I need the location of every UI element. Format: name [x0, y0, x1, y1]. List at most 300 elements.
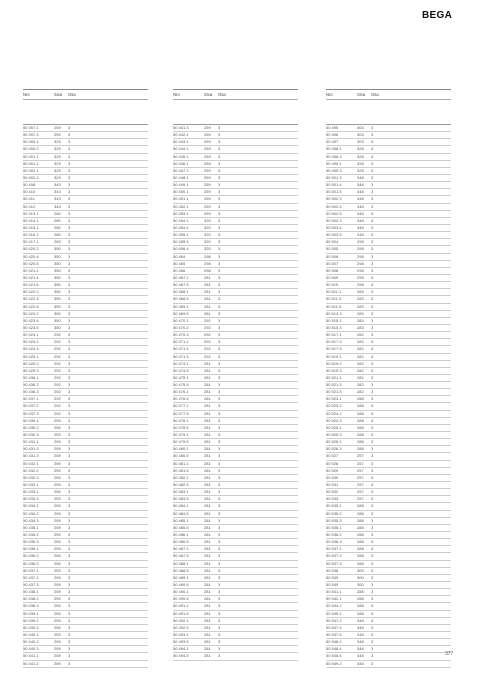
cell-nro: 50 417.1	[23, 239, 39, 245]
cell-osa: 3	[371, 189, 374, 195]
cell-nro: 50 527	[326, 453, 339, 459]
cell-nro: 50 452.1	[173, 203, 189, 209]
cell-osa: 3	[218, 210, 221, 216]
cell-osa: 3	[371, 403, 374, 409]
cell-siva: 281	[204, 624, 211, 630]
table-row	[23, 254, 148, 261]
cell-siva: 259	[54, 546, 61, 552]
table-row	[23, 653, 148, 660]
table-row	[173, 618, 298, 625]
cell-nro: 50 510	[326, 282, 339, 288]
cell-nro: 50 437.3	[23, 582, 39, 587]
table-row	[23, 496, 148, 503]
table-row	[173, 154, 298, 161]
cell-osa: 3	[371, 253, 374, 259]
table-row	[23, 553, 148, 560]
cell-osa: 3	[218, 153, 221, 159]
cell-nro: 50 517.3	[326, 339, 342, 345]
table-row	[23, 225, 148, 232]
cell-osa: 3	[371, 489, 374, 495]
cell-nro: 50 530	[326, 474, 339, 480]
cell-siva: 320	[204, 224, 211, 230]
table-row	[326, 232, 451, 239]
cell-siva: 328	[357, 160, 364, 166]
cell-siva: 329	[54, 167, 61, 173]
cell-osa: 3	[371, 574, 374, 580]
table-column-3	[326, 89, 454, 668]
row-list	[326, 124, 454, 668]
cell-siva: 348	[357, 639, 364, 645]
cell-osa: 3	[68, 374, 71, 380]
cell-siva: 348	[357, 224, 364, 230]
cell-nro: 50 519.2	[326, 360, 342, 366]
table-row	[326, 518, 451, 525]
cell-osa: 3	[371, 432, 374, 438]
cell-osa: 3	[218, 524, 221, 530]
cell-nro: 50 501.4	[326, 182, 342, 188]
cell-nro: 50 493.5	[173, 639, 189, 645]
cell-osa: 3	[218, 567, 221, 573]
cell-siva: 282	[357, 332, 364, 338]
cell-osa: 3	[68, 267, 71, 273]
cell-nro: 50 453.1	[173, 210, 189, 216]
cell-osa: 3	[68, 603, 71, 609]
cell-nro: 50 474.5	[173, 367, 189, 373]
cell-siva: 292	[204, 346, 211, 352]
cell-osa: 3	[218, 196, 221, 202]
cell-nro: 50 435.2	[23, 532, 39, 538]
cell-osa: 3	[371, 503, 374, 509]
cell-nro: 50 420.4	[23, 253, 39, 259]
cell-nro: 50 434.2	[23, 510, 39, 516]
table-row	[173, 211, 298, 218]
cell-siva: 329	[54, 139, 61, 145]
cell-nro: 50 492.1	[173, 617, 189, 623]
cell-siva: 292	[54, 396, 61, 402]
cell-siva: 259	[54, 653, 61, 659]
cell-nro: 50 449.1	[173, 182, 189, 188]
table-row	[23, 189, 148, 196]
cell-nro: 50 548.2	[326, 639, 342, 645]
cell-nro: 50 437.1	[23, 396, 39, 402]
cell-nro: 50 423.4	[23, 317, 39, 323]
cell-siva: 281	[204, 374, 211, 380]
cell-nro: 50 535.1	[326, 503, 342, 509]
cell-osa: 3	[371, 289, 374, 295]
cell-osa: 3	[68, 453, 71, 459]
table-row	[23, 439, 148, 446]
cell-nro: 50 436.2	[23, 553, 39, 559]
cell-nro: 50 479.5	[173, 439, 189, 445]
cell-nro: 50 468.5	[173, 296, 189, 302]
table-row	[23, 332, 148, 339]
cell-nro: 50 437.2	[23, 403, 39, 409]
cell-osa: 3	[371, 339, 374, 345]
cell-osa: 3	[68, 239, 71, 245]
cell-osa: 3	[68, 153, 71, 159]
cell-osa: 3	[68, 417, 71, 423]
table-row	[173, 561, 298, 568]
cell-osa: 3	[68, 482, 71, 488]
header-osa: Osa	[218, 92, 226, 97]
cell-nro: 50 425.2	[23, 360, 39, 366]
table-row	[23, 525, 148, 532]
cell-siva: 280	[54, 232, 61, 238]
table-row	[173, 296, 298, 303]
table-row	[173, 439, 298, 446]
cell-nro: 50 483.5	[173, 496, 189, 502]
cell-siva: 282	[357, 382, 364, 388]
table-row	[23, 139, 148, 146]
cell-osa: 3	[218, 517, 221, 523]
cell-siva: 259	[54, 503, 61, 509]
cell-siva: 259	[54, 489, 61, 495]
cell-nro: 50 422.4	[23, 296, 39, 302]
cell-nro: 50 490.1	[173, 589, 189, 595]
cell-siva: 259	[54, 539, 61, 545]
table-row	[23, 596, 148, 603]
cell-nro: 50 416.1	[23, 232, 39, 238]
cell-nro: 50 401.2	[23, 160, 39, 166]
table-row	[173, 318, 298, 325]
cell-osa: 3	[218, 624, 221, 630]
cell-osa: 3	[68, 289, 71, 295]
cell-osa: 3	[371, 132, 374, 138]
cell-siva: 288	[357, 603, 364, 609]
cell-osa: 3	[218, 496, 221, 502]
cell-siva: 281	[204, 546, 211, 552]
cell-nro: 50 424.2	[23, 339, 39, 345]
cell-nro: 50 547.4	[326, 624, 342, 630]
cell-siva: 288	[357, 517, 364, 523]
table-row	[173, 582, 298, 589]
cell-nro: 50 511.3	[326, 296, 342, 302]
cell-osa: 3	[218, 467, 221, 473]
table-row	[326, 168, 451, 175]
table-row	[326, 182, 451, 189]
cell-nro: 50 498.1	[326, 146, 342, 152]
cell-osa: 3	[68, 582, 71, 587]
cell-nro: 50 481.5	[173, 467, 189, 473]
cell-nro: 50 487.5	[173, 553, 189, 559]
cell-nro: 50 437.3	[23, 410, 39, 416]
table-row	[23, 282, 148, 289]
cell-osa: 3	[371, 146, 374, 152]
cell-nro: 50 496	[326, 132, 339, 138]
cell-nro: 50 526.1	[326, 439, 342, 445]
cell-siva: 281	[204, 439, 211, 445]
cell-siva: 259	[54, 624, 61, 630]
cell-siva: 348	[357, 653, 364, 659]
table-row	[173, 246, 298, 253]
cell-osa: 3	[371, 631, 374, 637]
cell-osa: 3	[218, 439, 221, 445]
cell-osa: 3	[68, 639, 71, 645]
cell-siva: 281	[204, 610, 211, 616]
cell-osa: 3	[68, 567, 71, 573]
table-row	[173, 632, 298, 639]
cell-nro: 50 413.1	[23, 210, 39, 216]
cell-nro: 50 519.3	[326, 367, 342, 373]
cell-nro: 50 536.3	[326, 539, 342, 545]
cell-osa: 3	[218, 367, 221, 373]
cell-osa: 3	[218, 324, 221, 330]
cell-siva: 283	[357, 289, 364, 295]
cell-siva: 320	[204, 217, 211, 223]
table-row	[23, 261, 148, 268]
cell-siva: 259	[54, 474, 61, 480]
table-row	[173, 332, 298, 339]
cell-siva: 259	[54, 596, 61, 602]
cell-osa: 3	[371, 410, 374, 416]
table-row	[326, 546, 451, 553]
cell-siva: 282	[357, 353, 364, 359]
brand-logo: BEGA	[422, 10, 453, 21]
cell-osa: 3	[371, 639, 374, 645]
cell-siva: 257	[357, 453, 364, 459]
cell-nro: 50 525.1	[326, 424, 342, 430]
cell-siva: 350	[54, 296, 61, 302]
cell-siva: 288	[357, 439, 364, 445]
table-row	[326, 582, 451, 589]
cell-siva: 292	[204, 332, 211, 338]
cell-nro: 50 469.5	[173, 310, 189, 316]
cell-nro: 50 441.2	[23, 660, 39, 666]
table-row	[173, 275, 298, 282]
cell-nro: 50 504	[326, 239, 339, 245]
cell-siva: 288	[357, 553, 364, 559]
cell-siva: 292	[54, 374, 61, 380]
cell-osa: 3	[371, 196, 374, 202]
cell-osa: 3	[68, 596, 71, 602]
cell-osa: 3	[68, 224, 71, 230]
cell-osa: 3	[371, 610, 374, 616]
cell-siva: 281	[204, 446, 211, 452]
table-row	[326, 625, 451, 632]
cell-siva: 281	[204, 517, 211, 523]
cell-nro: 50 489.1	[173, 574, 189, 580]
table-row	[173, 354, 298, 361]
cell-siva: 281	[204, 460, 211, 466]
cell-osa: 3	[371, 524, 374, 530]
cell-osa: 3	[68, 232, 71, 238]
cell-nro: 50 511.1	[326, 289, 342, 295]
cell-osa: 3	[371, 617, 374, 623]
table-row	[173, 325, 298, 332]
cell-siva: 259	[54, 460, 61, 466]
cell-siva: 281	[204, 303, 211, 309]
cell-nro: 50 434.3	[23, 517, 39, 523]
header-siva: Siva	[357, 92, 366, 97]
table-row	[173, 196, 298, 203]
cell-osa: 3	[68, 160, 71, 166]
table-row	[326, 246, 451, 253]
table-row	[23, 311, 148, 318]
cell-osa: 3	[68, 546, 71, 552]
table-row	[173, 261, 298, 268]
cell-nro: 50 436.2	[23, 382, 39, 388]
cell-nro: 50 450.1	[173, 189, 189, 195]
cell-osa: 3	[371, 446, 374, 452]
table-row	[23, 561, 148, 568]
table-row	[326, 496, 451, 503]
table-row	[173, 503, 298, 510]
cell-siva: 281	[204, 539, 211, 545]
cell-osa: 3	[68, 474, 71, 480]
cell-osa: 3	[68, 210, 71, 216]
cell-nro: 50 538	[326, 567, 339, 573]
cell-siva: 259	[54, 125, 61, 130]
table-row	[326, 204, 451, 211]
table-row	[23, 611, 148, 618]
table-row	[326, 239, 451, 246]
cell-nro: 50 397.3	[23, 132, 39, 138]
table-row	[23, 146, 148, 153]
cell-siva: 259	[54, 417, 61, 423]
cell-osa: 3	[68, 489, 71, 495]
cell-osa: 3	[218, 553, 221, 559]
cell-osa: 3	[68, 360, 71, 366]
cell-osa: 3	[371, 160, 374, 166]
cell-siva: 320	[204, 239, 211, 245]
cell-siva: 281	[204, 524, 211, 530]
cell-siva: 348	[357, 646, 364, 652]
cell-nro: 50 441.3	[173, 125, 189, 130]
cell-osa: 3	[371, 660, 374, 666]
cell-osa: 3	[371, 174, 374, 180]
cell-osa: 3	[68, 467, 71, 473]
table-row	[326, 461, 451, 468]
cell-siva: 329	[54, 146, 61, 152]
cell-siva: 298	[357, 260, 364, 266]
cell-siva: 281	[204, 503, 211, 509]
table-row	[23, 154, 148, 161]
cell-osa: 3	[218, 189, 221, 195]
table-row	[173, 396, 298, 403]
cell-osa: 3	[371, 317, 374, 323]
table-row	[173, 532, 298, 539]
cell-osa: 3	[218, 182, 221, 188]
cell-siva: 282	[357, 389, 364, 395]
cell-osa: 3	[68, 510, 71, 516]
table-row	[326, 132, 451, 139]
cell-osa: 3	[218, 589, 221, 595]
cell-osa: 3	[68, 524, 71, 530]
cell-nro: 50 454.4	[173, 224, 189, 230]
table-row	[173, 568, 298, 575]
cell-siva: 348	[357, 660, 364, 666]
cell-osa: 3	[371, 296, 374, 302]
cell-nro: 50 470.2	[173, 324, 189, 330]
table-row	[173, 225, 298, 232]
cell-siva: 288	[357, 596, 364, 602]
cell-osa: 3	[68, 496, 71, 502]
table-row	[23, 368, 148, 375]
cell-osa: 3	[68, 539, 71, 545]
table-row	[173, 539, 298, 546]
cell-siva: 288	[357, 417, 364, 423]
table-row	[173, 268, 298, 275]
cell-nro: 50 443.1	[173, 139, 189, 145]
table-row	[23, 218, 148, 225]
cell-osa: 3	[218, 646, 221, 652]
cell-osa: 3	[218, 539, 221, 545]
table-row	[326, 154, 451, 161]
cell-osa: 3	[218, 146, 221, 152]
table-row	[23, 239, 148, 246]
table-row	[23, 275, 148, 282]
table-row	[326, 596, 451, 603]
table-row	[173, 311, 298, 318]
cell-osa: 3	[68, 446, 71, 452]
cell-siva: 329	[54, 153, 61, 159]
cell-osa: 3	[68, 217, 71, 223]
cell-osa: 3	[68, 610, 71, 616]
cell-nro: 50 430.2	[23, 424, 39, 430]
cell-osa: 3	[371, 282, 374, 288]
cell-nro: 50 470.3	[173, 332, 189, 338]
cell-siva: 281	[204, 382, 211, 388]
cell-nro: 50 467.1	[173, 274, 189, 280]
cell-siva: 259	[54, 446, 61, 452]
cell-osa: 3	[218, 546, 221, 552]
cell-siva: 259	[54, 132, 61, 138]
cell-osa: 3	[68, 260, 71, 266]
cell-siva: 259	[54, 524, 61, 530]
cell-siva: 281	[204, 639, 211, 645]
cell-siva: 282	[357, 346, 364, 352]
cell-siva: 259	[54, 589, 61, 595]
cell-osa: 3	[68, 367, 71, 373]
table-column-2	[173, 89, 298, 661]
cell-nro: 50 501.3	[326, 174, 342, 180]
cell-nro: 50 454.1	[173, 217, 189, 223]
cell-osa: 3	[68, 125, 71, 130]
cell-siva: 259	[204, 203, 211, 209]
table-row	[326, 532, 451, 539]
cell-nro: 50 524.1	[326, 410, 342, 416]
cell-nro: 50 444.1	[173, 146, 189, 152]
cell-siva: 281	[204, 389, 211, 395]
cell-nro: 50 465	[173, 260, 186, 266]
table-row	[173, 425, 298, 432]
cell-osa: 3	[371, 439, 374, 445]
cell-nro: 50 440.2	[23, 639, 39, 645]
cell-nro: 50 509	[326, 274, 339, 280]
cell-osa: 3	[68, 410, 71, 416]
table-row	[326, 311, 451, 318]
table-row	[326, 296, 451, 303]
column-header	[173, 90, 298, 99]
cell-nro: 50 431.1	[23, 439, 39, 445]
cell-nro: 50 523.1	[326, 396, 342, 402]
table-row	[23, 446, 148, 453]
cell-nro: 50 425.3	[23, 367, 39, 373]
table-row	[23, 532, 148, 539]
table-row	[173, 589, 298, 596]
table-row	[173, 646, 298, 653]
cell-siva: 259	[54, 553, 61, 559]
cell-siva: 259	[54, 567, 61, 573]
cell-siva: 259	[204, 189, 211, 195]
cell-siva: 259	[204, 146, 211, 152]
cell-osa: 3	[68, 339, 71, 345]
cell-siva: 348	[357, 189, 364, 195]
cell-siva: 292	[204, 353, 211, 359]
cell-osa: 3	[218, 410, 221, 416]
cell-osa: 3	[68, 189, 71, 195]
table-row	[23, 354, 148, 361]
